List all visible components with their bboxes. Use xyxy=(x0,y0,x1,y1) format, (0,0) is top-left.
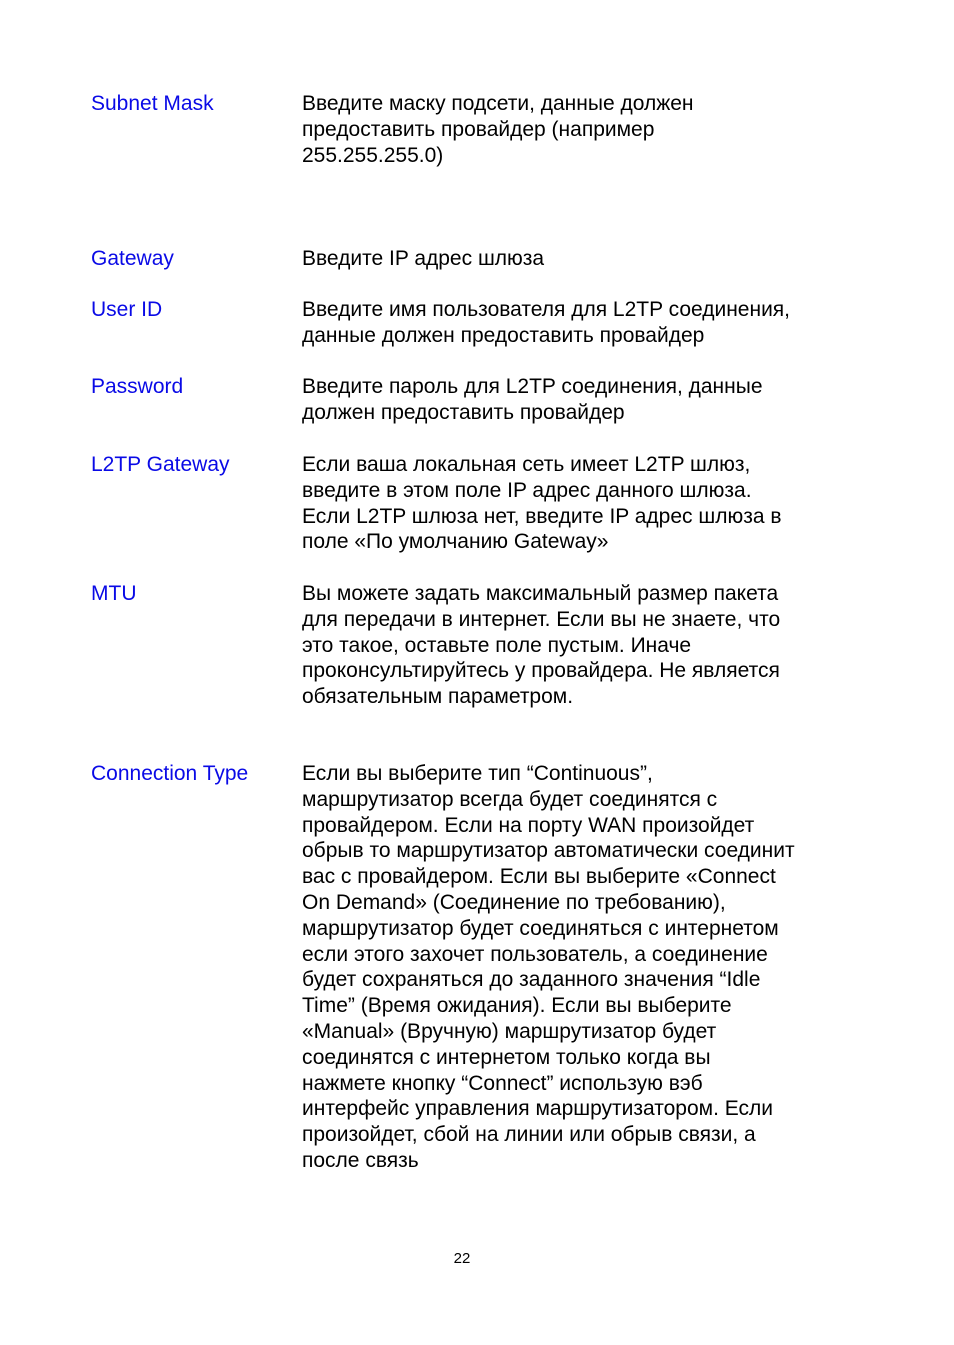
description-line: Если ваша локальная сеть имеет L2TP шлюз, xyxy=(302,453,751,476)
description-gateway xyxy=(302,246,862,272)
description-line: предоставить провайдер (например xyxy=(302,117,655,141)
description-line: Введите IP адрес шлюза xyxy=(302,247,545,270)
description-line: On Demand» (Соединение по требованию), xyxy=(302,890,726,914)
description-subnet-mask xyxy=(302,91,862,168)
description-line: вас с провайдером. Если вы выберите «Connect xyxy=(302,865,776,889)
description-line: это такое, оставьте поле пустым. Иначе xyxy=(302,633,692,657)
description-line: проконсультируйтесь у провайдера. Не является xyxy=(302,659,780,683)
description-line: Введите имя пользователя для L2TP соединения, xyxy=(302,298,791,321)
description-line: для передачи в интернет. Если вы не знаете, что xyxy=(302,607,781,631)
description-line: введите в этом поле IP адрес данного шлюза. xyxy=(302,478,752,502)
description-line: обязательным параметром. xyxy=(302,685,574,709)
description-password xyxy=(302,374,862,426)
description-line: Time” (Время ожидания). Если вы выберите xyxy=(302,994,732,1018)
term-mtu: MTU xyxy=(91,582,137,605)
description-line: Введите пароль для L2TP соединения, данные xyxy=(302,375,763,398)
description-line: маршрутизатор будет соединяться с интернетом xyxy=(302,916,779,940)
description-line: Если L2TP шлюза нет, введите IP адрес шлюза в xyxy=(302,504,782,528)
description-line: «Manual» (Вручную) маршрутизатор будет xyxy=(302,1019,717,1043)
description-l2tp-gateway xyxy=(302,452,862,555)
description-line: обрыв то маршрутизатор автоматически соединит xyxy=(302,839,795,863)
description-line: маршрутизатор всегда будет соединятся с xyxy=(302,787,718,811)
description-user-id xyxy=(302,297,862,349)
term-user-id: User ID xyxy=(91,298,163,321)
description-line: соединятся с интернетом только когда вы xyxy=(302,1045,711,1069)
description-line: нажмете кнопку “Connect” использую вэб xyxy=(302,1071,703,1095)
description-line: Если вы выберите тип “Continuous”, xyxy=(302,762,653,785)
description-connection-type xyxy=(302,761,862,1174)
description-line: Вы можете задать максимальный размер пакета xyxy=(302,582,779,605)
description-line: данные должен предоставить провайдер xyxy=(302,323,705,347)
description-line: поле «По умолчанию Gateway» xyxy=(302,530,609,554)
description-line: произойдет, сбой на линии или обрыв связи, а xyxy=(302,1123,756,1147)
description-line: после связь xyxy=(302,1148,419,1172)
description-line: 255.255.255.0) xyxy=(302,143,444,167)
description-line: Введите маску подсети, данные должен xyxy=(302,92,694,115)
description-line: интерфейс управления маршрутизатором. Если xyxy=(302,1097,774,1121)
term-subnet-mask: Subnet Mask xyxy=(91,92,214,115)
description-mtu xyxy=(302,581,862,710)
description-line: если этого захочет пользователь, а соединение xyxy=(302,942,768,966)
page-number: 22 xyxy=(453,1250,471,1267)
term-password: Password xyxy=(91,375,184,398)
term-l2tp-gateway: L2TP Gateway xyxy=(91,453,230,476)
term-connection-type: Connection Type xyxy=(91,762,249,785)
description-line: провайдером. Если на порту WAN произойдет xyxy=(302,813,755,837)
description-line: будет сохраняться до заданного значения “Idle xyxy=(302,968,761,992)
description-line: должен предоставить провайдер xyxy=(302,400,625,424)
term-gateway: Gateway xyxy=(91,247,174,270)
